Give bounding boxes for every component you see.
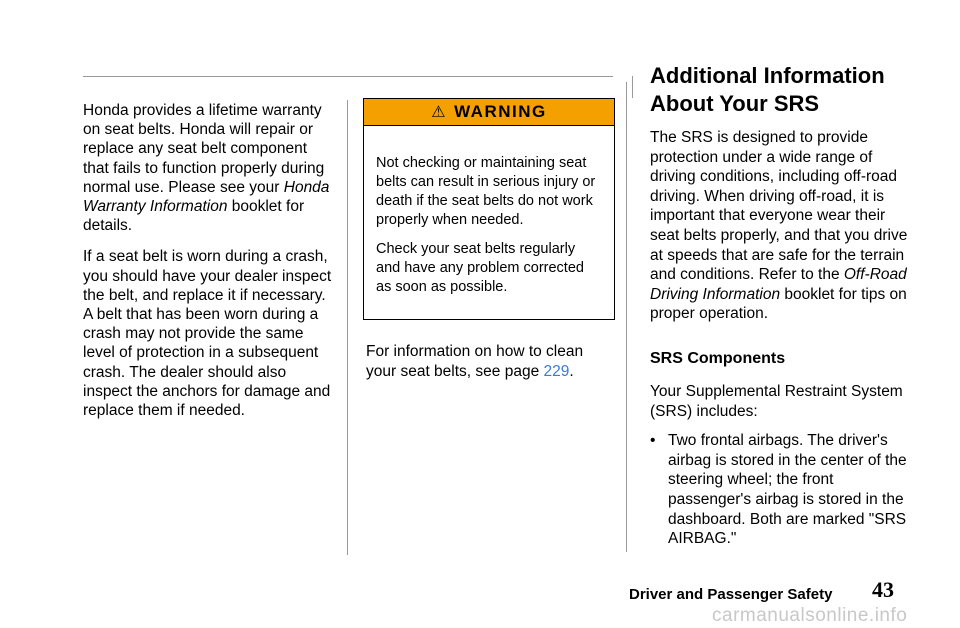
warning-header [364, 99, 614, 126]
section-title: Driver and Passenger Safety [629, 586, 833, 603]
srs-intro-paragraph: The SRS is designed to provide protection under a wide range of driving conditions, including off-road driving. When driving off-road, it is important that everyone wear their seat belts properly, and that you drive at speeds that are safe for the terrain and conditions. Refer to the Off-Road Driving Information booklet for tips on proper operation. [650, 129, 908, 323]
page-number: 43 [872, 577, 894, 602]
warning-body [364, 126, 614, 297]
warning-text-2: Check your seat belts regularly and have any problem corrected as soon as possible. [376, 241, 584, 295]
watermark: carmanualsonline.info [712, 605, 908, 626]
left-column [83, 101, 333, 432]
warranty-booklet-title: Honda Warranty Information [83, 178, 330, 216]
right-rule-tick [632, 76, 633, 98]
right-column [650, 62, 910, 549]
warranty-paragraph: Honda provides a lifetime warranty on seat belts. Honda will repair or replace any seat belt component that fails to function properly during normal use. Please see your Honda Warranty Information booklet for details. [83, 102, 330, 235]
warning-text-1: Not checking or maintaining seat belts can result in serious injury or death if the seat belts do not work properly when needed. [376, 155, 596, 228]
warning-box [363, 98, 615, 320]
srs-heading: Additional Information About Your SRS [650, 63, 885, 116]
warning-triangle-icon: ⚠ [431, 104, 448, 121]
bullet-text: Two frontal airbags. The driver's airbag is stored in the center of the steering wheel; the front passenger's airbag is stored in the dashboard. Both are marked "SRS AIRBAG." [668, 432, 907, 548]
off-road-booklet-title: Off-Road Driving Information [650, 266, 907, 303]
list-item [650, 431, 910, 549]
top-rule [83, 76, 613, 77]
warning-title: WARNING [454, 102, 547, 121]
srs-components-heading: SRS Components [650, 349, 786, 367]
column-divider [347, 100, 348, 555]
page-229-link[interactable]: 229 [543, 363, 570, 380]
right-column-rule [626, 82, 627, 552]
srs-components-intro: Your Supplemental Restraint System (SRS) includes: [650, 382, 903, 420]
bullet-icon: • [650, 432, 656, 450]
cleaning-reference: For information on how to clean your seat belts, see page 229. [366, 343, 584, 380]
crash-inspection-paragraph: If a seat belt is worn during a crash, you should have your dealer inspect the belt, and replace it if necessary. A belt that has been worn during a crash may not provide the same level of protection in a subsequent crash. The dealer should also inspect the anchors for damage and replace them if needed. [83, 248, 332, 420]
